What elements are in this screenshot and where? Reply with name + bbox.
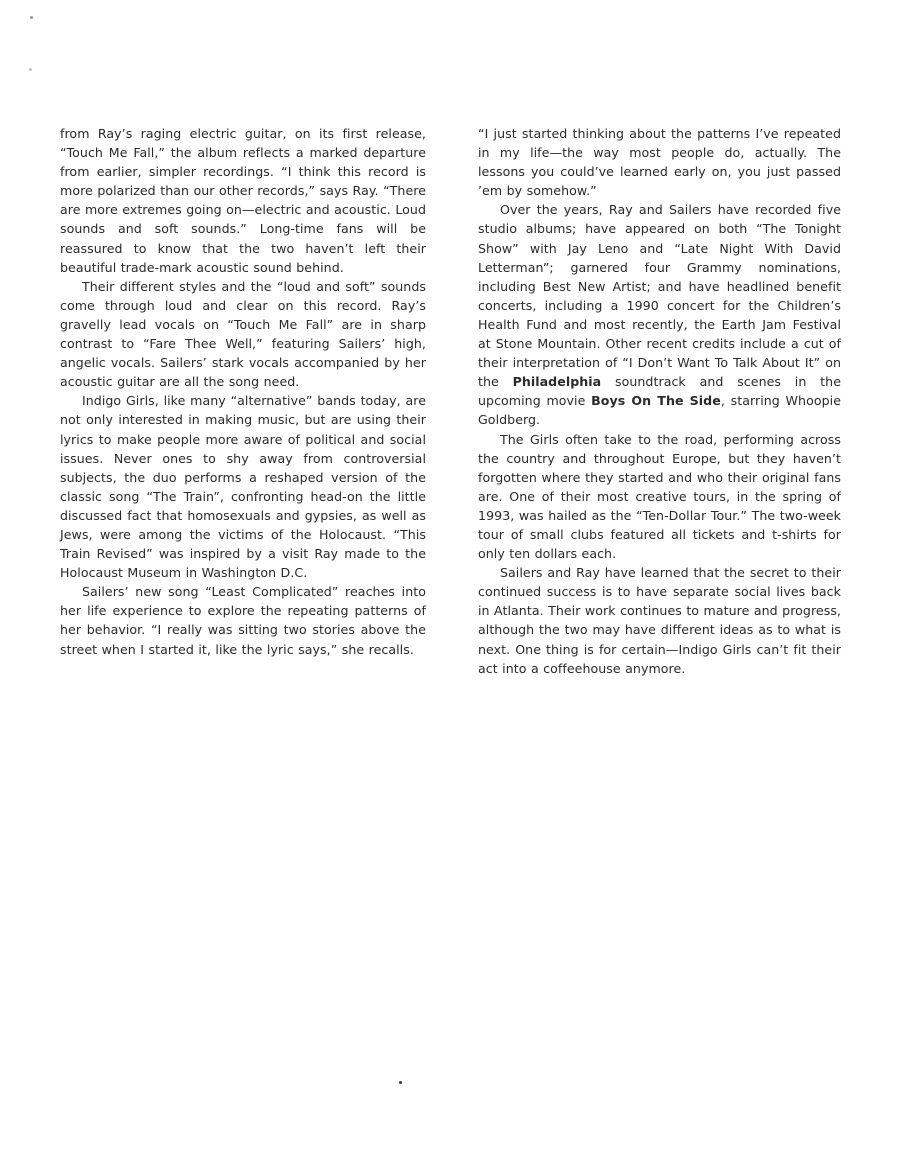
text-run: , starring Whoopie Goldberg. [478,393,841,428]
film-title-boys-on-the-side: Boys On The Side [591,393,721,409]
film-title-philadelphia: Philadelphia [512,374,602,390]
text-run: Over the years, Ray and Sailers have recorded five studio albums; have appeared on both “The Tonight Show” with Jay Leno and “Late Night With David Letterman”; garnered four Grammy nominations, including Best New Artist; and have headlined benefit concerts, including a 1990 concert for the Children’s Health Fund and most recently, the Earth Jam Festival at Stone Mountain. Other recent credits include a cut of their interpretation of “I Don’t Want To Talk About It” on the [478,202,841,390]
paragraph: from Ray’s raging electric guitar, on its first release, “Touch Me Fall,” the album reflects a marked departure from earlier, simpler recordings. “I think this record is more polarized than our other records,” says Ray. “There are more extremes going on—electric and acoustic. Loud sounds and soft sounds.” Long-time fans will be reassured to know that the two haven’t left their beautiful trade-mark acoustic sound behind. [60,126,426,275]
paragraph: Indigo Girls, like many “alternative” bands today, are not only interested in making music, but are using their lyrics to make people more aware of political and social issues. Never ones to shy away from controversial subjects, the duo performs a reshaped version of the classic song “The Train”, confronting head-on the little discussed fact that homosexuals and gypsies, as well as Jews, were among the victims of the Holocaust. “This Train Revised” was inspired by a visit Ray made to the Holocaust Museum in Washington D.C. [60,393,426,581]
paragraph: Their different styles and the “loud and soft” sounds come through loud and clear on this record. Ray’s gravelly lead vocals on “Touch Me Fall” are in sharp contrast to “Fare Thee Well,” featuring Sailers’ high, angelic vocals. Sailers’ stark vocals accompanied by her acoustic guitar are all the song need. [60,278,426,390]
left-column [60,124,426,659]
scan-dot-top [30,16,33,19]
paragraph: “I just started thinking about the patterns I’ve repeated in my life—the way most people do, actually. The lessons you could’ve learned early on, you just passed ’em by somehow.” [478,126,841,199]
text-run: soundtrack and scenes in the upcoming movie [478,374,841,409]
paragraph: Sailers and Ray have learned that the secret to their continued success is to have separate social lives back in Atlanta. Their work continues to mature and progress, although the two may have different ideas as to what is next. One thing is for certain—Indigo Girls can’t fit their act into a coffeehouse anymore. [478,565,841,676]
scan-dot-bottom [399,1081,402,1084]
right-column [478,124,841,678]
paragraph: Sailers’ new song “Least Complicated” reaches into her life experience to explore the repeating patterns of her behavior. “I really was sitting two stories above the street when I started it, like the lyric says,” she recalls. [60,584,426,657]
paragraph [478,200,841,429]
scan-dot-margin [29,68,32,71]
paragraph: The Girls often take to the road, performing across the country and throughout Europe, but they haven’t forgotten where they started and who their original fans are. One of their most creative tours, in the spring of 1993, was hailed as the “Ten-Dollar Tour.” The two-week tour of small clubs featured all tickets and t-shirts for only ten dollars each. [478,431,841,562]
